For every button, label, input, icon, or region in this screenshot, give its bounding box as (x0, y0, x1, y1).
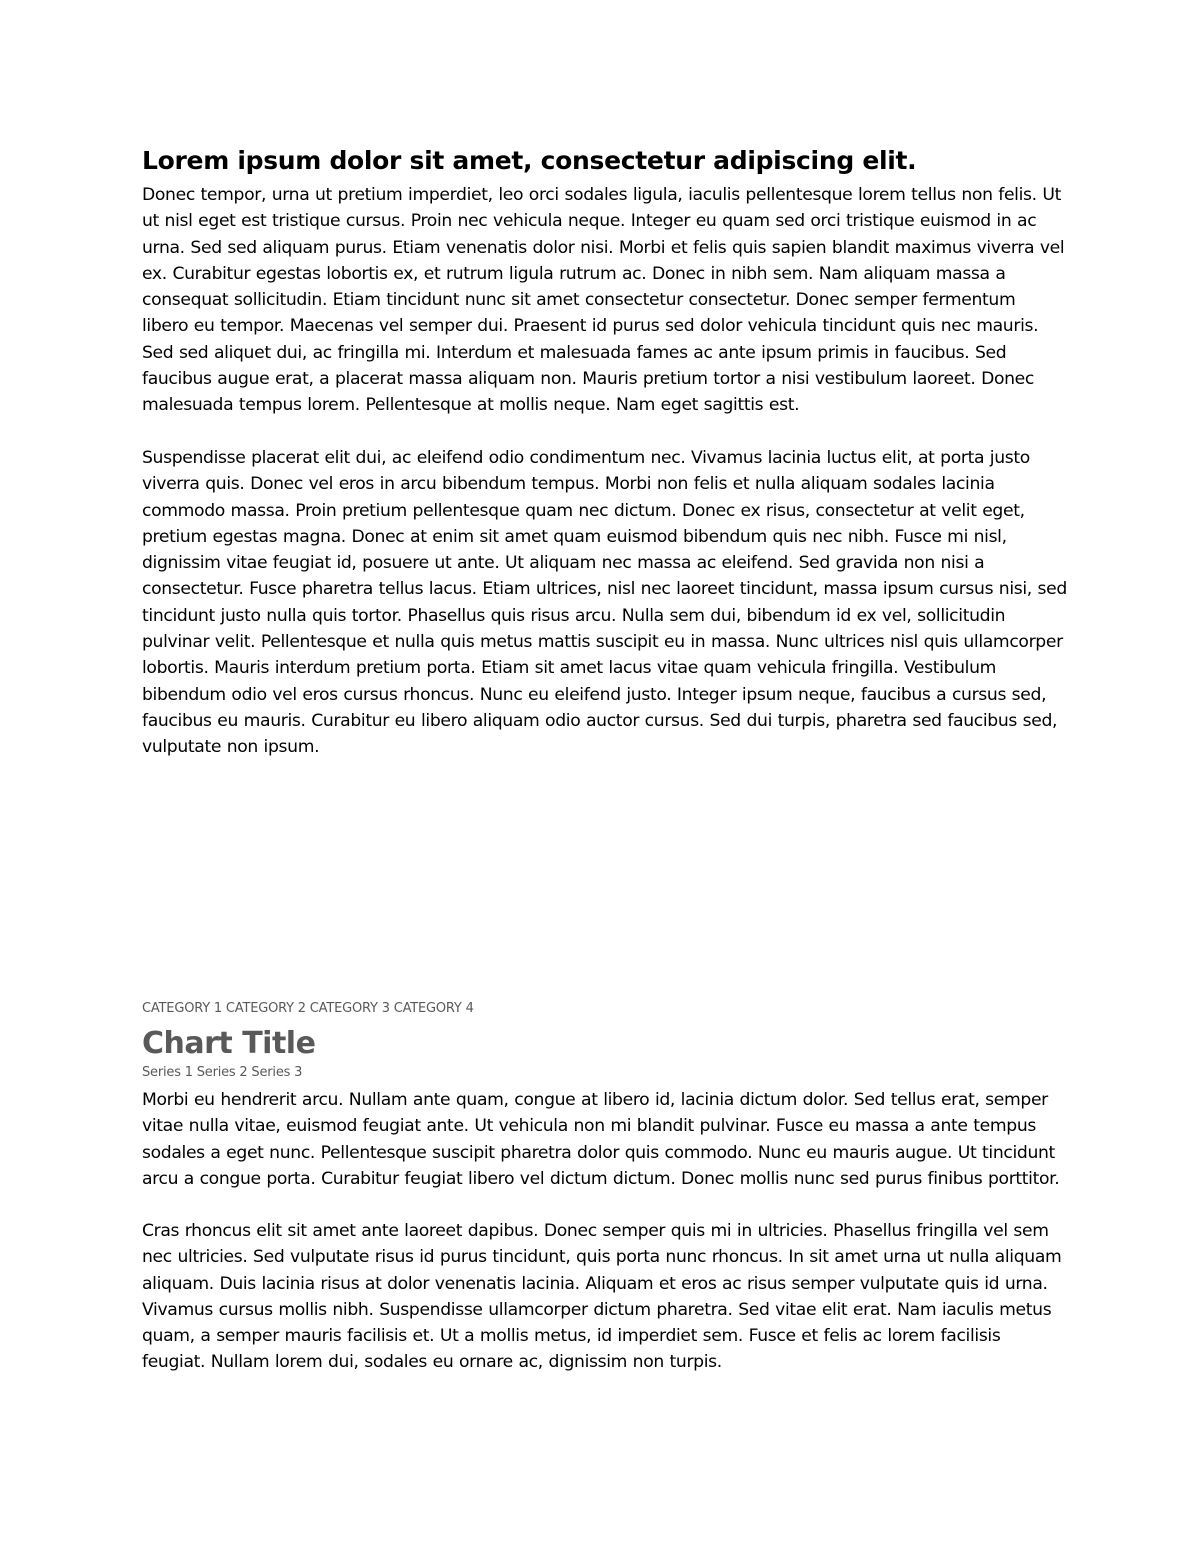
chart-series-labels: Series 1 Series 2 Series 3 (142, 1065, 303, 1080)
body-paragraph-2: Suspendisse placerat elit dui, ac eleifend odio condimentum nec. Vivamus lacinia luctus elit, at porta justo viverra quis. Donec vel eros in arcu bibendum tempus. Morbi non felis et nulla aliquam sodales lacinia commodo massa. Proin pretium pellentesque quam nec dictum. Donec ex risus, consectetur at velit eget, pretium egestas magna. Donec at enim sit amet quam euismod bibendum quis nec nibh. Fusce mi nisl, dignissim vitae feugiat id, posuere ut ante. Ut aliquam nec massa ac eleifend. Sed gravida non nisi a consectetur. Fusce pharetra tellus lacus. Etiam ultrices, nisl nec laoreet tincidunt, massa ipsum cursus nisi, sed tincidunt justo nulla quis tortor. Phasellus quis risus arcu. Nulla sem dui, bibendum id ex vel, sollicitudin pulvinar velit. Pellentesque et nulla quis metus mattis suscipit eu in massa. Nunc ultrices nisl quis ullamcorper lobortis. Mauris interdum pretium porta. Etiam sit amet lacus vitae quam vehicula fringilla. Vestibulum bibendum odio vel eros cursus rhoncus. Nunc eu eleifend justo. Integer ipsum neque, faucibus a cursus sed, faucibus eu mauris. Curabitur eu libero aliquam odio auctor cursus. Sed dui turpis, pharetra sed faucibus sed, vulputate non ipsum. (142, 448, 1067, 758)
chart-category-labels: CATEGORY 1 CATEGORY 2 CATEGORY 3 CATEGORY 4 (142, 1001, 474, 1016)
document-heading: Lorem ipsum dolor sit amet, consectetur adipiscing elit. (142, 146, 917, 175)
body-paragraph-1: Donec tempor, urna ut pretium imperdiet, leo orci sodales ligula, iaculis pellentesque lorem tellus non felis. Ut ut nisl eget est tristique cursus. Proin nec vehicula neque. Integer eu quam sed orci tristique euismod in ac urna. Sed sed aliquam purus. Etiam venenatis dolor nisi. Morbi et felis quis sapien blandit maximus viverra vel ex. Curabitur egestas lobortis ex, et rutrum ligula rutrum ac. Donec in nibh sem. Nam aliquam massa a consequat sollicitudin. Etiam tincidunt nunc sit amet consectetur consectetur. Donec semper fermentum libero eu tempor. Maecenas vel semper dui. Praesent id purus sed dolor vehicula tincidunt quis nec mauris. Sed sed aliquet dui, ac fringilla mi. Interdum et malesuada fames ac ante ipsum primis in faucibus. Sed faucibus augue erat, a placerat massa aliquam non. Mauris pretium tortor a nisi vestibulum laoreet. Donec malesuada tempus lorem. Pellentesque at mollis neque. Nam eget sagittis est. (142, 185, 1065, 416)
chart-title: Chart Title (142, 1026, 316, 1061)
body-paragraph-4: Cras rhoncus elit sit amet ante laoreet dapibus. Donec semper quis mi in ultricies. Phasellus fringilla vel sem nec ultricies. Sed vulputate risus id purus tincidunt, quis porta nunc rhoncus. In sit amet urna ut nulla aliquam aliquam. Duis lacinia risus at dolor venenatis lacinia. Aliquam et eros ac risus semper vulputate quis id urna. Vivamus cursus mollis nibh. Suspendisse ullamcorper dictum pharetra. Sed vitae elit erat. Nam iaculis metus quam, a semper mauris facilisis et. Ut a mollis metus, id imperdiet sem. Fusce et felis ac lorem facilisis feugiat. Nullam lorem dui, sodales eu ornare ac, dignissim non turpis. (142, 1221, 1062, 1373)
body-paragraph-3: Morbi eu hendrerit arcu. Nullam ante quam, congue at libero id, lacinia dictum dolor. Sed tellus erat, semper vitae nulla vitae, euismod feugiat ante. Ut vehicula non mi blandit pulvinar. Fusce eu massa a ante tempus sodales a eget nunc. Pellentesque suscipit pharetra dolor quis commodo. Nunc eu mauris augue. Ut tincidunt arcu a congue porta. Curabitur feugiat libero vel dictum dictum. Donec mollis nunc sed purus finibus porttitor. (142, 1090, 1060, 1189)
